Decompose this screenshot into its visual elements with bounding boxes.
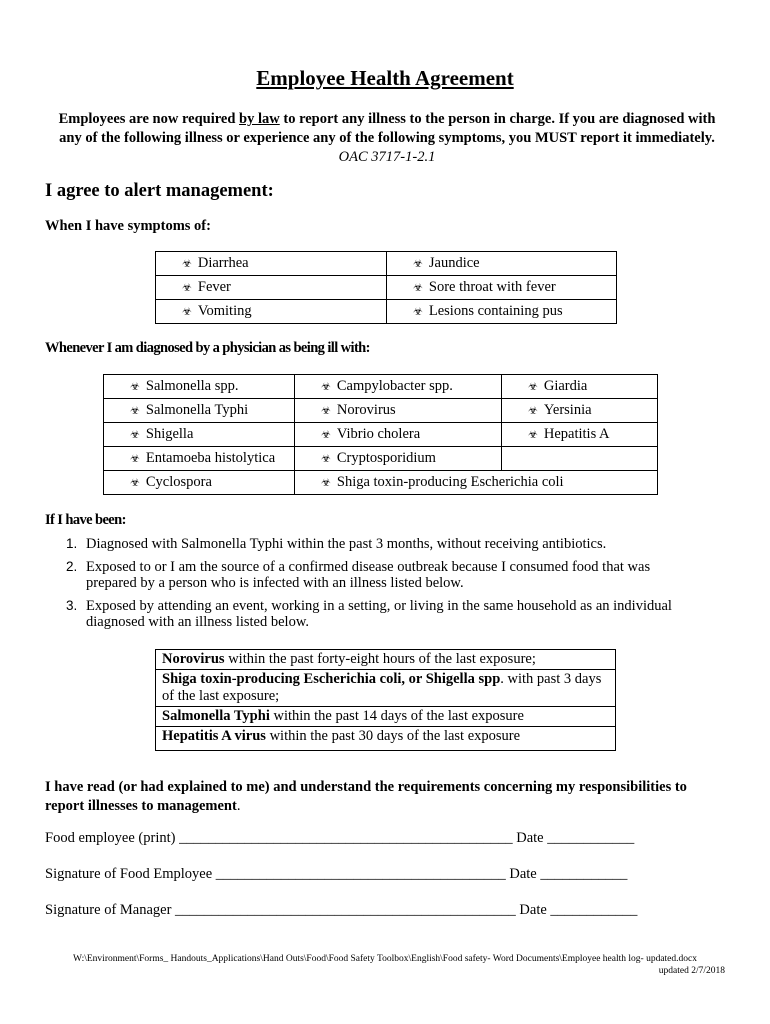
illness-label: Cyclospora bbox=[145, 474, 212, 490]
biohazard-icon: ☣ bbox=[182, 305, 192, 318]
symptom-label: Fever bbox=[197, 279, 231, 295]
symptoms-heading: When I have symptoms of: bbox=[45, 218, 211, 234]
symptoms-table bbox=[155, 251, 617, 324]
illness-cell bbox=[104, 375, 295, 399]
oac-citation: OAC 3717-1-2.1 bbox=[338, 149, 436, 165]
exposure-row bbox=[156, 707, 615, 727]
step-number: 1. bbox=[66, 536, 78, 551]
symptom-cell bbox=[156, 276, 387, 300]
symptom-label: Vomiting bbox=[197, 303, 252, 319]
intro-paragraph bbox=[52, 110, 722, 167]
table-row bbox=[156, 252, 617, 276]
illness-cell bbox=[104, 399, 295, 423]
exposure-window: . with past 3 days of the last exposure; bbox=[162, 671, 602, 704]
biohazard-icon: ☣ bbox=[130, 452, 140, 465]
table-row bbox=[156, 300, 617, 324]
food-employee-print-line[interactable]: Food employee (print) ______________________________________________ Date ____________ bbox=[45, 830, 635, 846]
illness-label: Campylobacter spp. bbox=[336, 378, 453, 394]
illness-label: Hepatitis A bbox=[543, 426, 610, 442]
diagnosed-heading: Whenever I am diagnosed by a physician as being ill with: bbox=[45, 340, 370, 356]
symptom-label: Diarrhea bbox=[197, 255, 249, 271]
illness-label: Yersinia bbox=[543, 402, 592, 418]
table-row bbox=[156, 276, 617, 300]
biohazard-icon: ☣ bbox=[413, 281, 423, 294]
illness-label: Salmonella Typhi bbox=[145, 402, 249, 418]
exposure-illness: Norovirus bbox=[162, 651, 225, 667]
illness-label: Vibrio cholera bbox=[336, 426, 421, 442]
illness-cell bbox=[295, 447, 502, 471]
illness-cell bbox=[502, 423, 658, 447]
illness-cell-empty bbox=[502, 447, 658, 471]
illness-cell bbox=[295, 423, 502, 447]
exposure-window: within the past forty-eight hours of the last exposure; bbox=[224, 651, 536, 667]
biohazard-icon: ☣ bbox=[413, 305, 423, 318]
symptom-label: Jaundice bbox=[428, 255, 480, 271]
symptom-cell bbox=[387, 276, 617, 300]
step-text: Exposed to or I am the source of a confirmed disease outbreak because I consumed food that was prepared by a person who is infected with an illness listed below. bbox=[86, 559, 651, 591]
illness-label: Norovirus bbox=[336, 402, 396, 418]
agree-heading: I agree to alert management: bbox=[45, 181, 274, 201]
biohazard-icon: ☣ bbox=[321, 428, 331, 441]
symptom-label: Sore throat with fever bbox=[428, 279, 556, 295]
step-number: 3. bbox=[66, 598, 78, 613]
page-title: Employee Health Agreement bbox=[256, 66, 514, 90]
exposure-row bbox=[156, 650, 615, 670]
list-item bbox=[45, 536, 685, 552]
footer-file-path: W:\Environment\Forms_ Handouts_Applications\Hand Outs\Food\Food Safety Toolbox\English\Food safety- Word Documents\Employee health log- updated.docx bbox=[72, 954, 697, 964]
table-row bbox=[104, 471, 658, 495]
exposure-window: within the past 30 days of the last exposure bbox=[265, 728, 521, 744]
biohazard-icon: ☣ bbox=[321, 452, 331, 465]
by-law-text: by law bbox=[239, 111, 280, 127]
illness-cell bbox=[104, 471, 295, 495]
exposure-window-box bbox=[155, 649, 616, 751]
biohazard-icon: ☣ bbox=[182, 281, 192, 294]
food-employee-signature-line[interactable]: Signature of Food Employee ________________________________________ Date ____________ bbox=[45, 866, 628, 882]
illness-cell bbox=[295, 471, 658, 495]
manager-signature-line[interactable]: Signature of Manager _______________________________________________ Date ____________ bbox=[45, 902, 638, 918]
illness-label: Salmonella spp. bbox=[145, 378, 239, 394]
list-item bbox=[45, 598, 685, 630]
biohazard-icon: ☣ bbox=[321, 380, 331, 393]
symptom-cell bbox=[387, 252, 617, 276]
footer-updated-date: updated 2/7/2018 bbox=[658, 966, 725, 976]
symptom-cell bbox=[156, 300, 387, 324]
exposure-illness: Salmonella Typhi bbox=[162, 708, 270, 724]
biohazard-icon: ☣ bbox=[321, 404, 331, 417]
illness-label: Giardia bbox=[543, 378, 588, 394]
illness-cell bbox=[502, 375, 658, 399]
table-row bbox=[104, 447, 658, 471]
illness-label: Cryptosporidium bbox=[336, 450, 436, 466]
acknowledgement-text: I have read (or had explained to me) and understand the requirements concerning my responsibilities to report illnesses to management bbox=[45, 779, 687, 814]
illness-label: Shigella bbox=[145, 426, 194, 442]
list-item bbox=[45, 559, 685, 591]
symptom-cell bbox=[156, 252, 387, 276]
biohazard-icon: ☣ bbox=[413, 257, 423, 270]
exposure-row bbox=[156, 727, 615, 750]
illness-cell bbox=[295, 375, 502, 399]
intro-text-2: to report any illness to the person in charge. If you are diagnosed with any of the following illness or experience any of the following symptoms, you MUST report it immediately. bbox=[59, 111, 716, 146]
biohazard-icon: ☣ bbox=[528, 404, 538, 417]
illness-cell bbox=[104, 447, 295, 471]
illness-cell bbox=[502, 399, 658, 423]
biohazard-icon: ☣ bbox=[182, 257, 192, 270]
if-heading: If I have been: bbox=[45, 512, 126, 528]
biohazard-icon: ☣ bbox=[528, 380, 538, 393]
exposure-window: within the past 14 days of the last exposure bbox=[269, 708, 524, 724]
illness-label: Shiga toxin-producing Escherichia coli bbox=[336, 474, 564, 490]
biohazard-icon: ☣ bbox=[130, 476, 140, 489]
intro-text-1: Employees are now required bbox=[58, 111, 240, 127]
illness-cell bbox=[295, 399, 502, 423]
table-row bbox=[104, 375, 658, 399]
table-row bbox=[104, 423, 658, 447]
exposure-steps-list bbox=[45, 536, 685, 637]
biohazard-icon: ☣ bbox=[321, 476, 331, 489]
illness-label: Entamoeba histolytica bbox=[145, 450, 276, 466]
step-text: Diagnosed with Salmonella Typhi within the past 3 months, without receiving antibiotics. bbox=[86, 536, 607, 552]
symptom-label: Lesions containing pus bbox=[428, 303, 563, 319]
acknowledgement-statement bbox=[45, 778, 705, 816]
exposure-illness: Shiga toxin-producing Escherichia coli, or Shigella spp bbox=[162, 671, 501, 687]
biohazard-icon: ☣ bbox=[528, 428, 538, 441]
table-row bbox=[104, 399, 658, 423]
biohazard-icon: ☣ bbox=[130, 404, 140, 417]
biohazard-icon: ☣ bbox=[130, 380, 140, 393]
exposure-illness: Hepatitis A virus bbox=[162, 728, 266, 744]
symptom-cell bbox=[387, 300, 617, 324]
illness-table bbox=[103, 374, 658, 495]
acknowledgement-period: . bbox=[236, 798, 241, 814]
step-text: Exposed by attending an event, working in a setting, or living in the same household as an individual diagnosed with an illness listed below. bbox=[86, 598, 672, 630]
illness-cell bbox=[104, 423, 295, 447]
biohazard-icon: ☣ bbox=[130, 428, 140, 441]
exposure-row bbox=[156, 670, 615, 707]
step-number: 2. bbox=[66, 559, 78, 574]
